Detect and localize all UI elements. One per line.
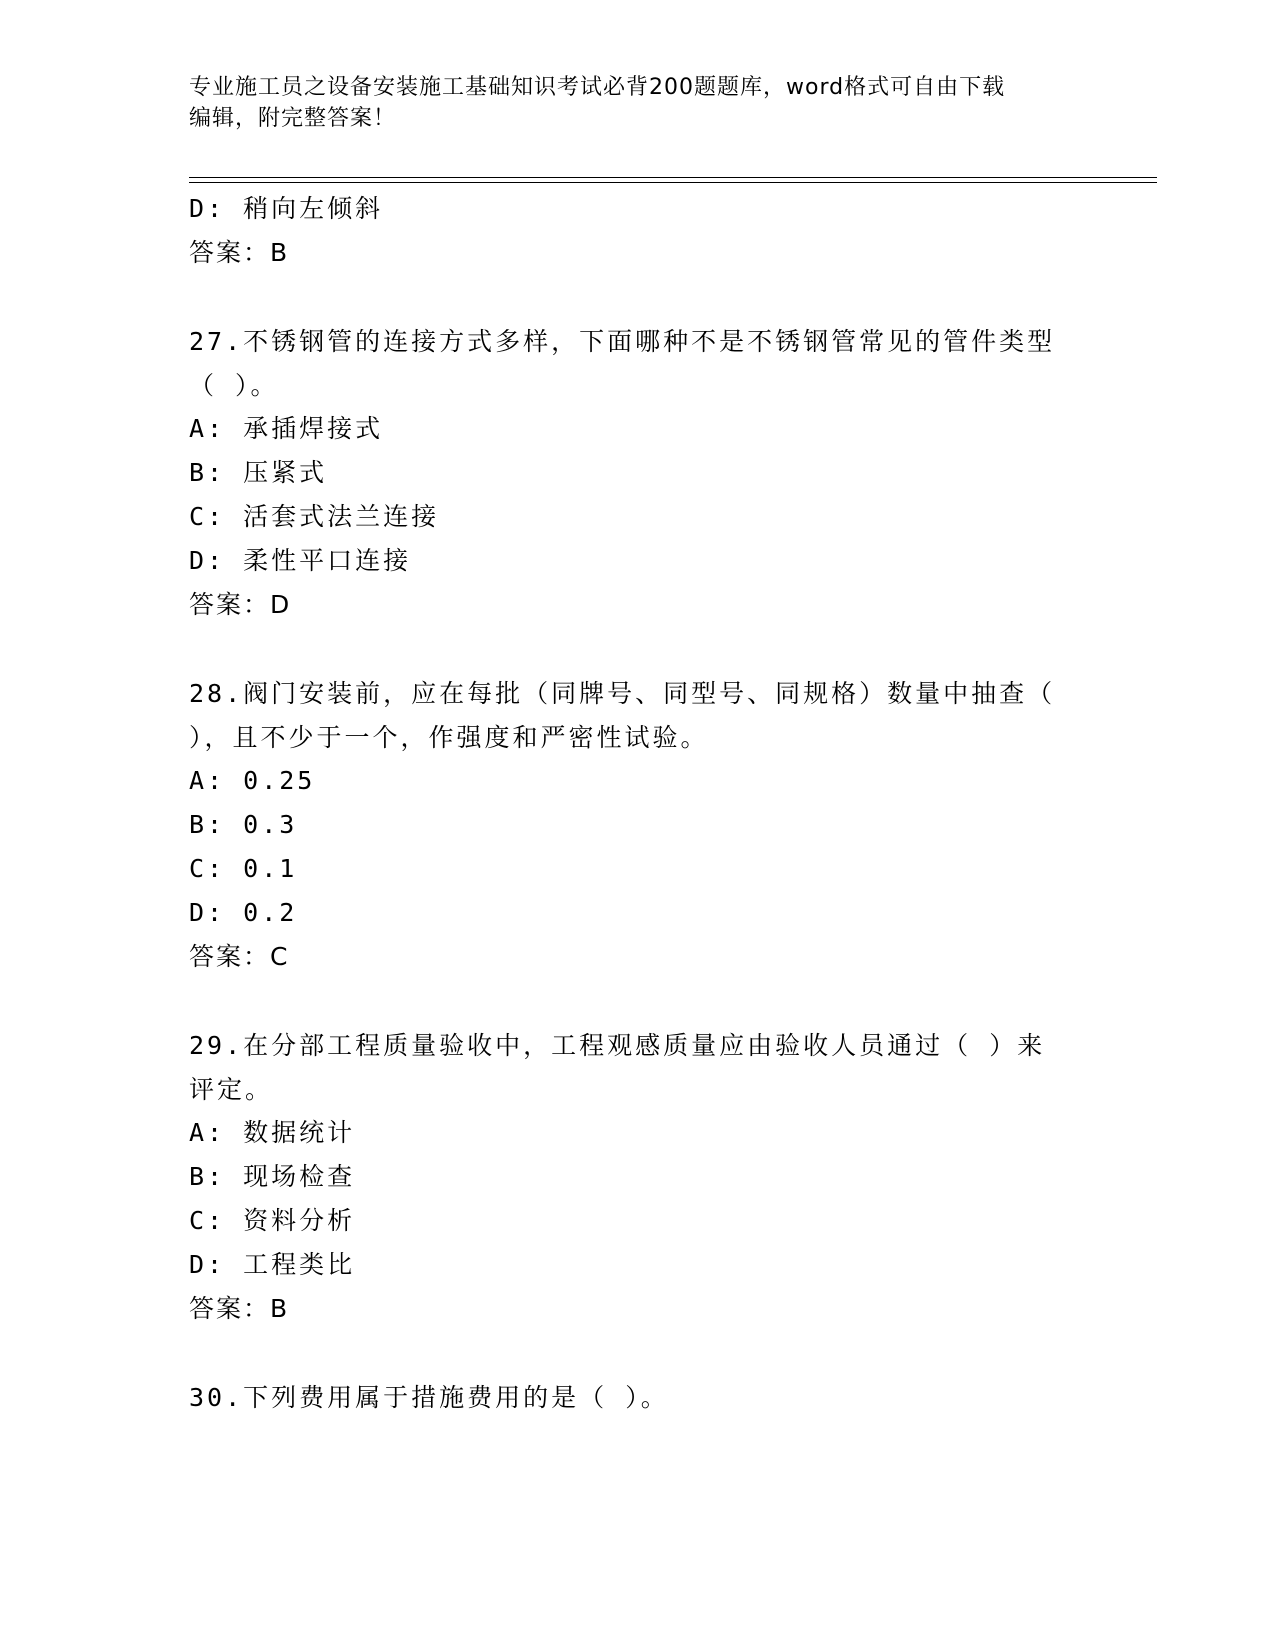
header-divider-bottom xyxy=(189,182,1157,183)
question-28-option-c: C: 0.1 xyxy=(189,854,298,883)
question-28-answer: 答案：C xyxy=(189,942,290,971)
document-header xyxy=(189,72,1089,134)
question-28-option-d: D: 0.2 xyxy=(189,898,298,927)
prev-answer: 答案：B xyxy=(189,238,290,267)
question-27-answer: 答案：D xyxy=(189,590,292,619)
question-28-text-line-1: 28.阀门安装前，应在每批（同牌号、同型号、同规格）数量中抽查（ xyxy=(189,679,1056,708)
question-28-text-line-2: ），且不少于一个，作强度和严密性试验。 xyxy=(189,723,709,752)
question-29-option-d: D: 工程类比 xyxy=(189,1250,356,1279)
question-27-text-line-2: （ ）。 xyxy=(189,371,279,400)
question-27-text-line-1: 27.不锈钢管的连接方式多样，下面哪种不是不锈钢管常见的管件类型 xyxy=(189,327,1056,356)
question-29-option-c: C: 资料分析 xyxy=(189,1206,356,1235)
question-29-option-b: B: 现场检查 xyxy=(189,1162,356,1191)
question-28-option-b: B: 0.3 xyxy=(189,810,298,839)
question-27-option-b: B: 压紧式 xyxy=(189,458,328,487)
question-28-option-a: A: 0.25 xyxy=(189,766,316,795)
question-30-text-line-1: 30.下列费用属于措施费用的是（ ）。 xyxy=(189,1383,669,1412)
question-29-text-line-2: 评定。 xyxy=(189,1075,274,1104)
header-line-1: 专业施工员之设备安装施工基础知识考试必背200题题库，word格式可自由下载 xyxy=(189,75,1006,100)
question-27-option-d: D: 柔性平口连接 xyxy=(189,546,412,575)
question-27-option-a: A: 承插焊接式 xyxy=(189,414,384,443)
question-29-text-line-1: 29.在分部工程质量验收中，工程观感质量应由验收人员通过（ ）来 xyxy=(189,1031,1046,1060)
header-divider-top xyxy=(189,177,1157,178)
prev-option-d: D: 稍向左倾斜 xyxy=(189,194,384,223)
question-29-answer: 答案：B xyxy=(189,1294,290,1323)
header-line-2: 编辑，附完整答案！ xyxy=(189,106,397,131)
question-27-option-c: C: 活套式法兰连接 xyxy=(189,502,440,531)
question-29-option-a: A: 数据统计 xyxy=(189,1118,356,1147)
